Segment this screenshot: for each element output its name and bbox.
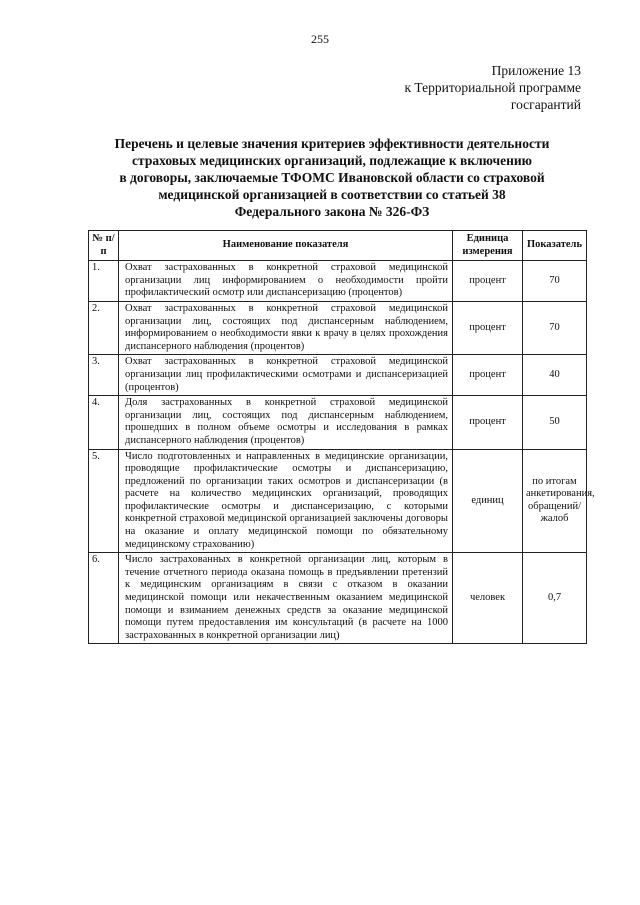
row-num: 2.: [89, 301, 119, 354]
row-value: 0,7: [523, 553, 587, 644]
document-title: [82, 135, 582, 220]
row-name: Охват застрахованных в конкретной страховой медицинской организации лиц, состоящих под диспансерным наблюдением, информированием о необходимости явки к врачу в целях прохождения диспансерного наблюдения (процентов): [119, 301, 453, 354]
row-value: 70: [523, 261, 587, 302]
header-num: № п/п: [89, 231, 119, 261]
header-name: Наименование показателя: [119, 231, 453, 261]
row-unit: единиц: [453, 449, 523, 553]
title-line: страховых медицинских организаций, подлежащие к включению: [132, 153, 532, 168]
table-row: [89, 261, 587, 302]
title-line: Федерального закона № 326-ФЗ: [234, 204, 430, 219]
row-name: Охват застрахованных в конкретной страховой медицинской организации лиц профилактическими осмотрами и диспансеризацией (процентов): [119, 355, 453, 396]
row-value: по итогам анкетирования, обращений/жалоб: [523, 449, 587, 553]
title-line: Перечень и целевые значения критериев эффективности деятельности: [114, 136, 550, 151]
header-unit: Единица измерения: [453, 231, 523, 261]
title-line: в договоры, заключаемые ТФОМС Ивановской области со страховой: [119, 170, 545, 185]
table-row: [89, 396, 587, 449]
row-num: 5.: [89, 449, 119, 553]
appendix-line: к Территориальной программе: [404, 80, 581, 95]
appendix-line: Приложение 13: [491, 63, 581, 78]
row-name: Число застрахованных в конкретной организации лиц, которым в течение отчетного периода оказана помощь в предъявлении претензий к медицинским организациям в связи с отказом в оказании медицинской помощи или некачественным оказанием медицинской помощи и взиманием денежных средств за оказание медицинской помощи путем предоставления им консультаций (в расчете на 1000 застрахованных в конкретной организации лиц): [119, 553, 453, 644]
table-row: [89, 355, 587, 396]
table-row: [89, 449, 587, 553]
row-name: Число подготовленных и направленных в медицинские организации, проводящие профилактические осмотры и диспансеризацию, предложений по организации таких осмотров и диспансеризации (в расчете на количество медицинских организаций, проводящих профилактические осмотры и диспансеризацию, с которыми конкретной страховой медицинской организацией заключены договоры на оказание и оплату медицинской помощи по обязательному медицинскому страхованию): [119, 449, 453, 553]
criteria-table: [88, 230, 595, 644]
row-name: Доля застрахованных в конкретной страховой медицинской организации лиц, состоящих под диспансерным наблюдением, прошедших в полном объеме осмотры и исследования в рамках диспансерного наблюдения (процентов): [119, 396, 453, 449]
header-value: Показатель: [523, 231, 587, 261]
title-line: медицинской организацией в соответствии со статьей 38: [158, 187, 506, 202]
appendix-line: госгарантий: [510, 97, 581, 112]
row-unit: человек: [453, 553, 523, 644]
row-num: 1.: [89, 261, 119, 302]
page-number: 255: [311, 32, 329, 46]
table-row: [89, 553, 587, 644]
row-value: 40: [523, 355, 587, 396]
row-num: 3.: [89, 355, 119, 396]
row-value: 70: [523, 301, 587, 354]
row-value: 50: [523, 396, 587, 449]
appendix-header: [405, 62, 582, 113]
row-num: 4.: [89, 396, 119, 449]
row-unit: процент: [453, 396, 523, 449]
row-num: 6.: [89, 553, 119, 644]
row-unit: процент: [453, 261, 523, 302]
row-unit: процент: [453, 355, 523, 396]
row-unit: процент: [453, 301, 523, 354]
row-name: Охват застрахованных в конкретной страховой медицинской организации лиц информированием о необходимости пройти профилактический осмотр или диспансеризацию (процентов): [119, 261, 453, 302]
table-header-row: [89, 231, 587, 261]
table-row: [89, 301, 587, 354]
